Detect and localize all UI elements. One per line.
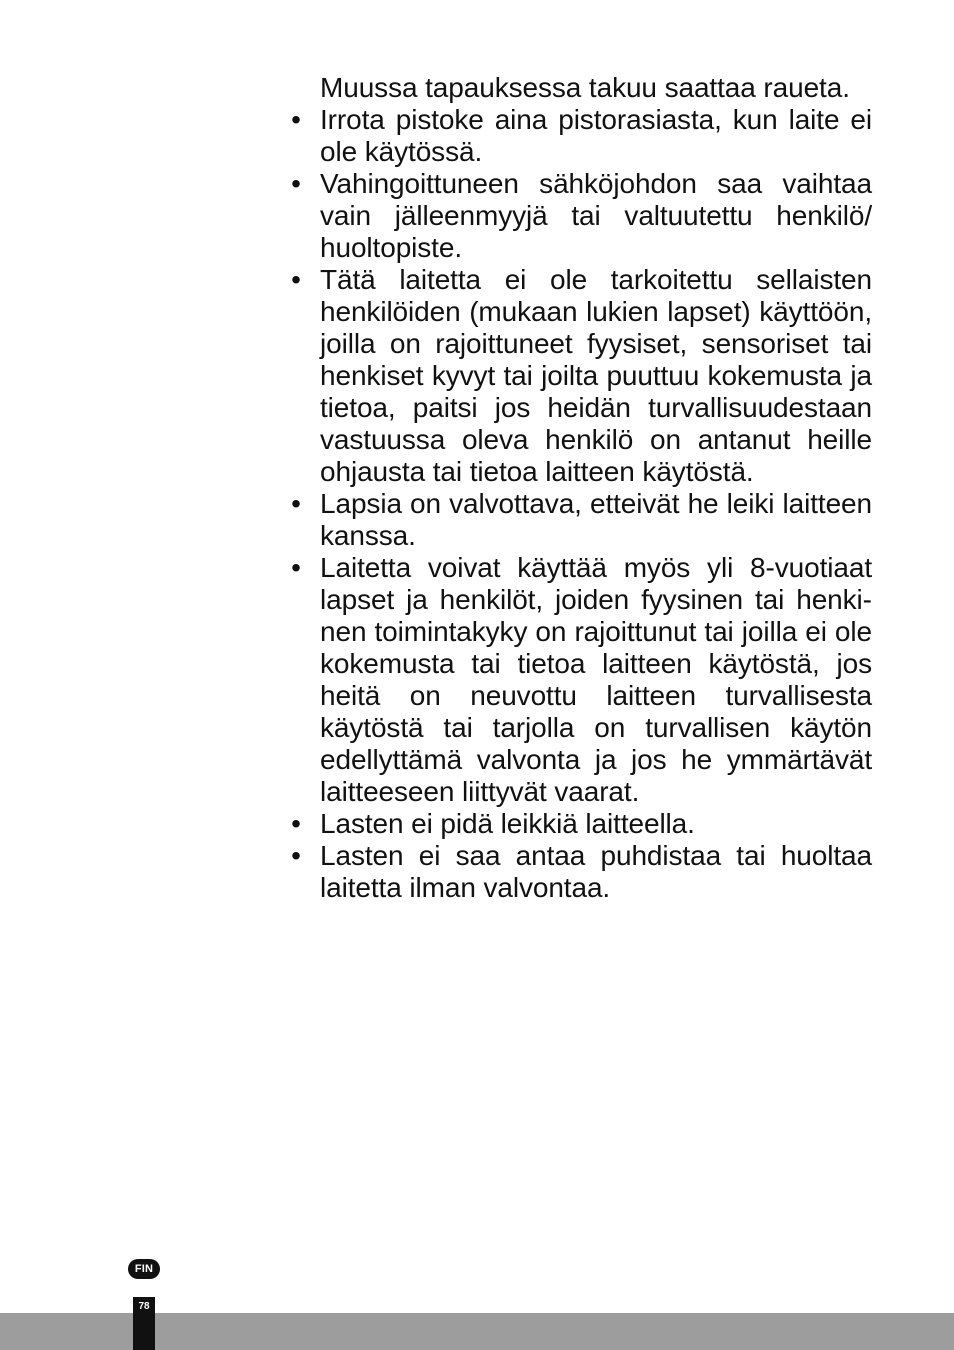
bullet-icon: •	[291, 168, 301, 199]
bullet-icon: •	[291, 264, 301, 295]
bullet-icon: •	[291, 104, 301, 135]
list-item-text: Lapsia on valvottava, etteivät he leiki laitteen kanssa.	[320, 488, 872, 551]
list-item	[284, 808, 872, 840]
list-item-text: Laitetta voivat käyttää myös yli 8-vuotiaat lapset ja henkilöt, joiden fyysinen tai henkinen toimintakyky on rajoittunut tai joilla ei ole kokemusta tai tietoa laitteen käytöstä, jos heitä on neuvottu laitteen turvallisesta käytöstä tai tarjolla on turvallisen käytön edellyttämä valvonta ja jos he ymmärtävät laitteeseen liittyvät vaarat.	[320, 552, 872, 807]
list-item	[284, 840, 872, 904]
page-number-tab	[133, 1297, 155, 1350]
bullet-icon: •	[291, 488, 301, 519]
bullet-icon: •	[291, 840, 301, 871]
list-item	[284, 552, 872, 808]
document-body	[284, 72, 872, 904]
list-item-text: Lasten ei saa antaa puhdistaa tai huoltaa laitetta ilman valvontaa.	[320, 840, 872, 903]
list-item-text: Tätä laitetta ei ole tarkoitettu sellaisten henkilöiden (mukaan lukien lapset) käyttöön, joilla on rajoittuneet fyysiset, sensoriset tai henkiset kyvyt tai joilta puuttuu kokemusta ja tietoa, paitsi jos heidän turvallisuudestaan vastuussa oleva henkilö on antanut heille ohjausta tai tietoa laitteen käytöstä.	[320, 264, 872, 487]
list-item-text: Vahingoittuneen sähköjohdon saa vaihtaa vain jälleenmyyjä tai valtuutettu henkilö/ huoltopiste.	[320, 168, 872, 263]
bullet-list	[284, 104, 872, 904]
bullet-icon: •	[291, 552, 301, 583]
continuation-text: Muussa tapauksessa takuu saattaa raueta.	[320, 72, 850, 103]
list-item-text: Irrota pistoke aina pistorasiasta, kun laite ei ole käytössä.	[320, 104, 872, 167]
list-item	[284, 104, 872, 168]
language-badge: FIN	[128, 1259, 160, 1279]
list-item-text: Lasten ei pidä leikkiä laitteella.	[320, 808, 695, 839]
list-item	[284, 168, 872, 264]
list-item	[284, 264, 872, 488]
list-item	[284, 488, 872, 552]
bullet-icon: •	[291, 808, 301, 839]
page-number: 78	[138, 1301, 150, 1312]
